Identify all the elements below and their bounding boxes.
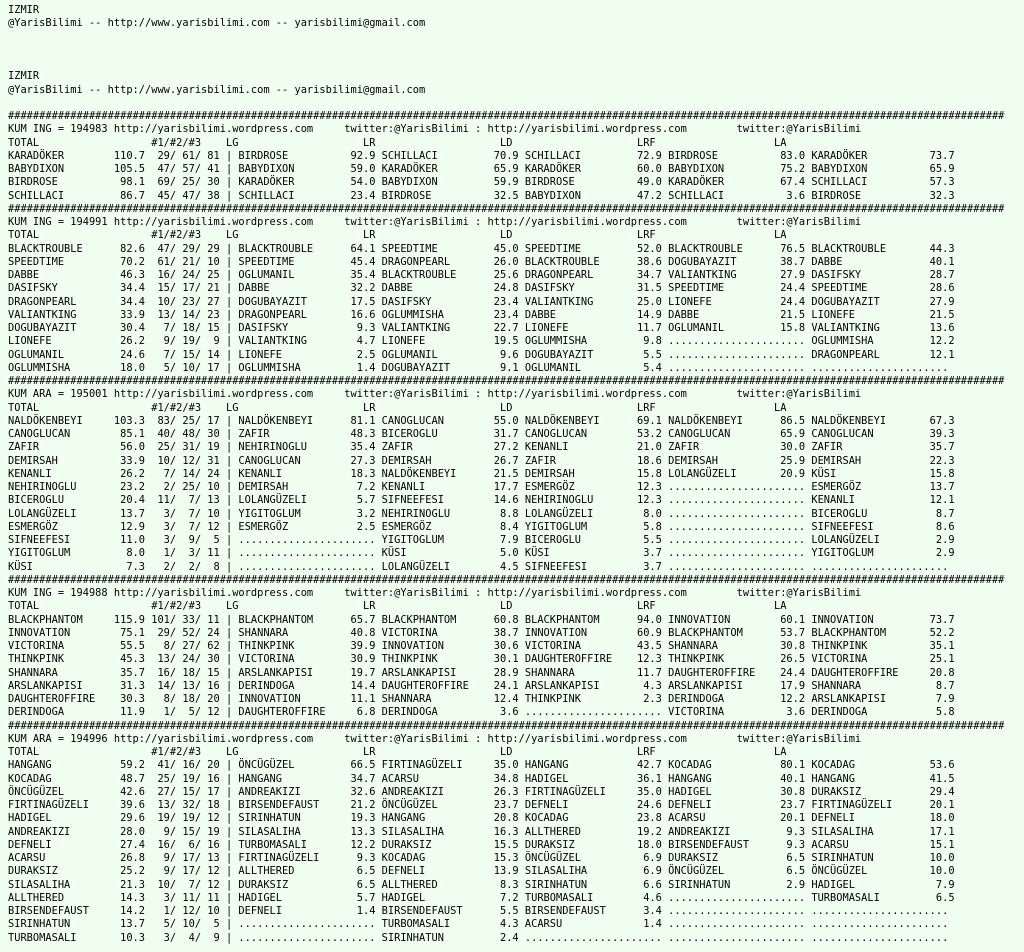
text-line: YIGITOGLUM 8.0 1/ 3/ 11 | ...................... KÜSI 5.0 KÜSI 3.7 ...................... YIGITOGLUM 2.9	[8, 547, 955, 560]
text-line: INNOVATION 75.1 29/ 52/ 24 | SHANNARA 40.8 VICTORINA 38.7 INNOVATION 60.9 BLACKPHANTOM 53.7 BLACKPHANTOM 52.2	[8, 626, 955, 639]
text-line: DEMIRSAH 33.9 10/ 12/ 31 | CANOGLUCAN 27.3 DEMIRSAH 26.7 ZAFIR 18.6 DEMIRSAH 25.9 DEMIRSAH 22.3	[8, 454, 955, 467]
text-line	[8, 57, 1024, 70]
text-line: SHANNARA 35.7 16/ 18/ 15 | ARSLANKAPISI 19.7 ARSLANKAPISI 28.9 SHANNARA 11.7 DAUGHTEROFFIRE 24.4 DAUGHTEROFFIRE 20.8	[8, 666, 955, 679]
text-line: ESMERGÖZ 12.9 3/ 7/ 12 | ESMERGÖZ 2.5 ESMERGÖZ 8.4 YIGITOGLUM 5.8 ...................... SIFNEEFESI 8.6	[8, 520, 955, 533]
text-line: HANGANG 59.2 41/ 16/ 20 | ÖNCÜGÜZEL 66.5 FIRTINAGÜZELI 35.0 HANGANG 42.7 KOCADAG 80.1 KOCADAG 53.6	[8, 759, 955, 772]
text-line: VALIANTKING 33.9 13/ 14/ 23 | DRAGONPEARL 16.6 OGLUMMISHA 23.4 DABBE 14.9 DABBE 21.5 LIONEFE 21.5	[8, 308, 955, 321]
text-line: BIRDROSE 98.1 69/ 25/ 30 | KARADÖKER 54.0 BABYDIXON 59.9 BIRDROSE 49.0 KARADÖKER 67.4 SCHILLACI 57.3	[8, 176, 955, 189]
text-line: KUM ARA = 194996 http://yarisbilimi.wordpress.com twitter:@YarisBilimi : http://yarisbilimi.wordpress.com twitter:@YarisBilimi	[8, 732, 862, 745]
text-line: DOGUBAYAZIT 30.4 7/ 18/ 15 | DASIFSKY 9.3 VALIANTKING 22.7 LIONEFE 11.7 OGLUMANIL 15.8 VALIANTKING 13.6	[8, 322, 955, 334]
text-line: ALLTHERED 14.3 3/ 11/ 11 | HADIGEL 5.7 HADIGEL 7.2 TURBOMASALI 4.6 ...................... TURBOMASALI 6.5	[8, 891, 955, 904]
text-line: TURBOMASALI 10.3 3/ 4/ 9 | ...................... SIRINHATUN 2.4 ...................... ...................... ......................	[8, 931, 949, 944]
text-line: TOTAL #1/#2/#3 LG LR LD LRF LA	[8, 746, 787, 758]
text-line: KUM ARA = 195001 http://yarisbilimi.wordpress.com twitter:@YarisBilimi : http://yarisbilimi.wordpress.com twitter:@YarisBilimi	[8, 388, 862, 401]
text-line: TOTAL #1/#2/#3 LG LR LD LRF LA	[8, 600, 787, 613]
text-line: DRAGONPEARL 34.4 10/ 23/ 27 | DOGUBAYAZIT 17.5 DASIFSKY 23.4 VALIANTKING 25.0 LIONEFE 24.4 DOGUBAYAZIT 27.9	[8, 295, 955, 308]
text-line: THINKPINK 45.3 13/ 24/ 30 | VICTORINA 30.9 THINKPINK 30.1 DAUGHTEROFFIRE 12.3 THINKPINK 26.5 VICTORINA 25.1	[8, 653, 955, 666]
text-line	[8, 44, 1024, 57]
text-line: BABYDIXON 105.5 47/ 57/ 41 | BABYDIXON 59.0 KARADÖKER 65.9 KARADÖKER 60.0 BABYDIXON 75.2 BABYDIXON 65.9	[8, 163, 955, 175]
text-line: KARADÖKER 110.7 29/ 61/ 81 | BIRDROSE 92.9 SCHILLACI 70.9 SCHILLACI 72.9 BIRDROSE 83.0 KARADÖKER 73.7	[8, 149, 955, 162]
text-line: SIFNEEFESI 11.0 3/ 9/ 5 | ...................... YIGITOGLUM 7.9 BICEROGLU 5.5 ...................... LOLANGÜZELI 2.9	[8, 534, 955, 546]
text-line	[8, 31, 1024, 44]
text-line: DERINDOGA 11.9 1/ 5/ 12 | DAUGHTEROFFIRE 6.8 DERINDOGA 3.6 ...................... VICTORINA 3.6 DERINDOGA 5.8	[8, 706, 955, 719]
text-line: KENANLI 26.2 7/ 14/ 24 | KENANLI 18.3 NALDÖKENBEYI 21.5 DEMIRSAH 15.8 LOLANGÜZELI 20.9 KÜSI 15.8	[8, 467, 955, 480]
text-line: KÜSI 7.3 2/ 2/ 8 | ...................... LOLANGÜZELI 4.5 SIFNEEFESI 3.7 ...................... ......................	[8, 560, 949, 573]
text-line: ACARSU 26.8 9/ 17/ 13 | FIRTINAGÜZELI 9.3 KOCADAG 15.3 ÖNCÜGÜZEL 6.9 DURAKSIZ 6.5 SIRINHATUN 10.0	[8, 852, 955, 864]
text-line: @YarisBilimi -- http://www.yarisbilimi.com -- yarisbilimi@gmail.com	[8, 17, 426, 30]
text-line: KOCADAG 48.7 25/ 19/ 16 | HANGANG 34.7 ACARSU 34.8 HADIGEL 36.1 HANGANG 40.1 HANGANG 41.5	[8, 772, 955, 785]
text-line: HADIGEL 29.6 19/ 19/ 12 | SIRINHATUN 19.3 HANGANG 20.8 KOCADAG 23.8 ACARSU 20.1 DEFNELI 18.0	[8, 812, 955, 825]
text-line: NALDÖKENBEYI 103.3 83/ 25/ 17 | NALDÖKENBEYI 81.1 CANOGLUCAN 55.0 NALDÖKENBEYI 69.1 NALDÖKENBEYI 86.5 NALDÖKENBEYI 67.3	[8, 414, 955, 427]
text-line: ################################################################################################################################################################	[8, 202, 1005, 215]
text-line: TOTAL #1/#2/#3 LG LR LD LRF LA	[8, 136, 787, 149]
text-line: ################################################################################################################################################################	[8, 375, 1005, 387]
text-line: TOTAL #1/#2/#3 LG LR LD LRF LA	[8, 401, 787, 414]
text-line: ARSLANKAPISI 31.3 14/ 13/ 16 | DERINDOGA 14.4 DAUGHTEROFFIRE 24.1 ARSLANKAPISI 4.3 ARSLANKAPISI 17.9 SHANNARA 8.7	[8, 679, 955, 692]
text-line: DABBE 46.3 16/ 24/ 25 | OGLUMANIL 35.4 BLACKTROUBLE 25.6 DRAGONPEARL 34.7 VALIANTKING 27.9 DASIFSKY 28.7	[8, 269, 955, 281]
text-line: DASIFSKY 34.4 15/ 17/ 21 | DABBE 32.2 DABBE 24.8 DASIFSKY 31.5 SPEEDTIME 24.4 SPEEDTIME 28.6	[8, 282, 955, 295]
text-line: SPEEDTIME 70.2 61/ 21/ 10 | SPEEDTIME 45.4 DRAGONPEARL 26.0 BLACKTROUBLE 38.6 DOGUBAYAZIT 38.7 DABBE 40.1	[8, 255, 955, 268]
text-line: IZMIR	[8, 4, 40, 16]
text-line: ÖNCÜGÜZEL 42.6 27/ 15/ 17 | ANDREAKIZI 32.6 ANDREAKIZI 26.3 FIRTINAGÜZELI 35.0 HADIGEL 30.8 DURAKSIZ 29.4	[8, 785, 955, 798]
text-line: OGLUMMISHA 18.0 5/ 10/ 17 | OGLUMMISHA 1.4 DOGUBAYAZIT 9.1 OGLUMANIL 5.4 ...................... ......................	[8, 361, 949, 374]
text-line: BLACKTROUBLE 82.6 47/ 29/ 29 | BLACKTROUBLE 64.1 SPEEDTIME 45.0 SPEEDTIME 52.0 BLACKTROUBLE 76.5 BLACKTROUBLE 44.3	[8, 242, 955, 255]
text-line: LOLANGÜZELI 13.7 3/ 7/ 10 | YIGITOGLUM 3.2 NEHIRINOGLU 8.8 LOLANGÜZELI 8.0 ...................... BICEROGLU 8.7	[8, 507, 955, 520]
text-line: BLACKPHANTOM 115.9 101/ 33/ 11 | BLACKPHANTOM 65.7 BLACKPHANTOM 60.8 BLACKPHANTOM 94.0 INNOVATION 60.1 INNOVATION 73.7	[8, 613, 955, 626]
text-line: BIRSENDEFAUST 14.2 1/ 12/ 10 | DEFNELI 1.4 BIRSENDEFAUST 5.5 BIRSENDEFAUST 3.4 ...................... ......................	[8, 905, 949, 917]
text-line: LIONEFE 26.2 9/ 19/ 9 | VALIANTKING 4.7 LIONEFE 19.5 OGLUMMISHA 9.8 ...................... OGLUMMISHA 12.2	[8, 335, 955, 348]
text-line: ANDREAKIZI 28.0 9/ 15/ 19 | SILASALIHA 13.3 SILASALIHA 16.3 ALLTHERED 19.2 ANDREAKIZI 9.3 SILASALIHA 17.1	[8, 825, 955, 838]
text-line	[8, 97, 1024, 110]
text-line: KUM ING = 194988 http://yarisbilimi.wordpress.com twitter:@YarisBilimi : http://yarisbilimi.wordpress.com twitter:@YarisBilimi	[8, 587, 862, 599]
text-line: FIRTINAGÜZELI 39.6 13/ 32/ 18 | BIRSENDEFAUST 21.2 ÖNCÜGÜZEL 23.7 DEFNELI 24.6 DEFNELI 23.7 FIRTINAGÜZELI 20.1	[8, 799, 955, 811]
text-line: ################################################################################################################################################################	[8, 719, 1005, 732]
text-line: DURAKSIZ 25.2 9/ 17/ 12 | ALLTHERED 6.5 DEFNELI 13.9 SILASALIHA 6.9 ÖNCÜGÜZEL 6.5 ÖNCÜGÜZEL 10.0	[8, 865, 955, 878]
text-line: ZAFIR 56.0 25/ 31/ 19 | NEHIRINOGLU 35.4 ZAFIR 27.2 KENANLI 21.0 ZAFIR 30.0 ZAFIR 35.7	[8, 441, 955, 454]
text-line: VICTORINA 55.5 8/ 27/ 62 | THINKPINK 39.9 INNOVATION 30.6 VICTORINA 43.5 SHANNARA 30.8 THINKPINK 35.1	[8, 640, 955, 652]
text-line: SCHILLACI 86.7 45/ 47/ 38 | SCHILLACI 23.4 BIRDROSE 32.5 BABYDIXON 47.2 SCHILLACI 3.6 BIRDROSE 32.3	[8, 189, 955, 202]
text-line: DEFNELI 27.4 16/ 6/ 16 | TURBOMASALI 12.2 DURAKSIZ 15.5 DURAKSIZ 18.0 BIRSENDEFAUST 9.3 ACARSU 15.1	[8, 838, 955, 851]
text-line: TOTAL #1/#2/#3 LG LR LD LRF LA	[8, 229, 787, 242]
text-line: KUM ING = 194983 http://yarisbilimi.wordpress.com twitter:@YarisBilimi : http://yarisbilimi.wordpress.com twitter:@YarisBilimi	[8, 123, 862, 136]
text-line: ################################################################################################################################################################	[8, 110, 1005, 122]
text-line: ################################################################################################################################################################	[8, 573, 1005, 586]
text-line: KUM ING = 194991 http://yarisbilimi.wordpress.com twitter:@YarisBilimi : http://yarisbilimi.wordpress.com twitter:@YarisBilimi	[8, 216, 862, 228]
text-line: @YarisBilimi -- http://www.yarisbilimi.com -- yarisbilimi@gmail.com	[8, 83, 426, 96]
text-line: DAUGHTEROFFIRE 30.3 8/ 18/ 20 | INNOVATION 11.1 SHANNARA 12.4 THINKPINK 2.3 DERINDOGA 12.2 ARSLANKAPISI 7.9	[8, 693, 955, 705]
text-line: SIRINHATUN 13.7 5/ 10/ 5 | ...................... TURBOMASALI 4.3 ACARSU 1.4 ...................... ......................	[8, 918, 949, 931]
text-line: OGLUMANIL 24.6 7/ 15/ 14 | LIONEFE 2.5 OGLUMANIL 9.6 DOGUBAYAZIT 5.5 ...................... DRAGONPEARL 12.1	[8, 348, 955, 361]
text-line: SILASALIHA 21.3 10/ 7/ 12 | DURAKSIZ 6.5 ALLTHERED 8.3 SIRINHATUN 6.6 SIRINHATUN 2.9 HADIGEL 7.9	[8, 878, 955, 891]
text-line: NEHIRINOGLU 23.2 2/ 25/ 10 | DEMIRSAH 7.2 KENANLI 17.7 ESMERGÖZ 12.3 ...................... ESMERGÖZ 13.7	[8, 481, 955, 493]
text-line: CANOGLUCAN 85.1 40/ 48/ 30 | ZAFIR 48.3 BICEROGLU 31.7 CANOGLUCAN 53.2 CANOGLUCAN 65.9 CANOGLUCAN 39.3	[8, 428, 955, 440]
text-line: IZMIR	[8, 70, 40, 83]
text-line: BICEROGLU 20.4 11/ 7/ 13 | LOLANGÜZELI 5.7 SIFNEEFESI 14.6 NEHIRINOGLU 12.3 ...................... KENANLI 12.1	[8, 494, 955, 507]
